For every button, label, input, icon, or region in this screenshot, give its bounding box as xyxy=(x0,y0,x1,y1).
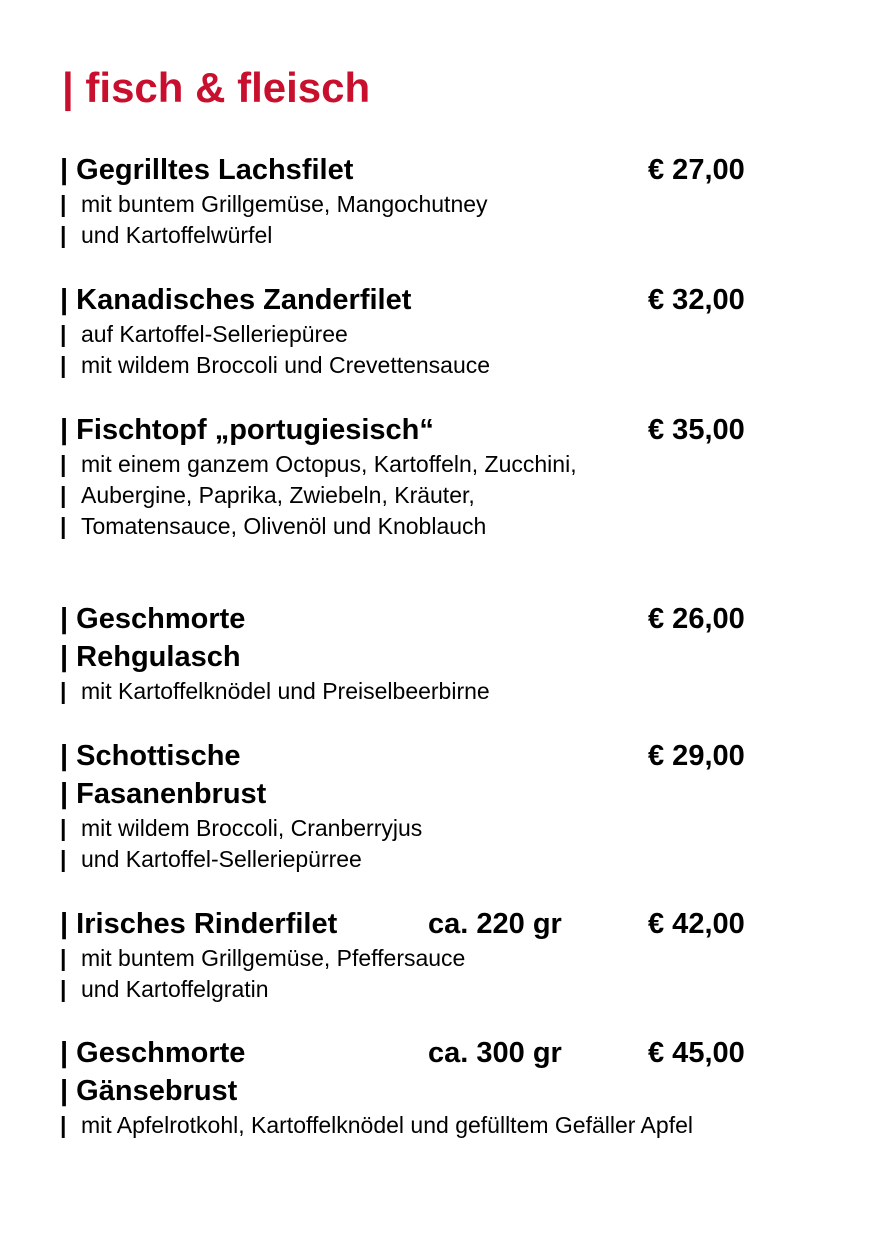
item-price: € 26,00 xyxy=(648,603,745,635)
item-price: € 32,00 xyxy=(648,284,745,316)
item-description-line xyxy=(60,350,840,381)
item-description-line xyxy=(60,189,840,220)
item-price: € 35,00 xyxy=(648,414,745,446)
item-name: | Irisches Rinderfilet xyxy=(60,908,338,940)
item-description-line xyxy=(60,220,840,251)
item-description: mit wildem Broccoli und Crevettensauce xyxy=(81,352,491,378)
menu-item xyxy=(60,151,840,251)
item-heading-line xyxy=(60,737,840,775)
item-description-line xyxy=(60,974,840,1005)
menu-item xyxy=(60,1034,840,1141)
bar-marker: | xyxy=(60,1112,67,1138)
item-description: und Kartoffelgratin xyxy=(81,976,269,1002)
item-name: | Fischtopf „portugiesisch“ xyxy=(60,414,434,446)
item-description-line xyxy=(60,449,840,480)
item-heading-line xyxy=(60,1072,840,1110)
bar-marker: | xyxy=(60,222,67,248)
bar-marker: | xyxy=(60,846,67,872)
item-description-line xyxy=(60,480,840,511)
item-name: | Gegrilltes Lachsfilet xyxy=(60,154,354,186)
item-description: mit einem ganzem Octopus, Kartoffeln, Zucchini, xyxy=(81,451,577,477)
item-description-line xyxy=(60,319,840,350)
item-name: | Geschmorte xyxy=(60,1037,246,1069)
bar-marker: | xyxy=(60,976,67,1002)
bar-marker: | xyxy=(60,451,67,477)
bar-marker: | xyxy=(60,191,67,217)
menu-item xyxy=(60,600,840,707)
item-heading-line xyxy=(60,1034,840,1072)
item-description: Aubergine, Paprika, Zwiebeln, Kräuter, xyxy=(81,482,475,508)
item-heading-line xyxy=(60,411,840,449)
item-name: | Geschmorte xyxy=(60,603,246,635)
bar-marker: | xyxy=(60,482,67,508)
bar-marker: | xyxy=(60,945,67,971)
item-weight: ca. 220 gr xyxy=(428,908,562,940)
bar-marker: | xyxy=(60,513,67,539)
bar-marker: | xyxy=(60,678,67,704)
bar-marker: | xyxy=(60,815,67,841)
item-description: mit buntem Grillgemüse, Mangochutney xyxy=(81,191,488,217)
item-heading-line xyxy=(60,905,840,943)
item-name: | Gänsebrust xyxy=(60,1075,238,1107)
item-price: € 42,00 xyxy=(648,908,745,940)
page-title: | fisch & fleisch xyxy=(62,64,371,111)
menu-item xyxy=(60,411,840,542)
item-name: | Rehgulasch xyxy=(60,641,241,673)
item-heading-line xyxy=(60,600,840,638)
item-price: € 45,00 xyxy=(648,1037,745,1069)
item-name: | Kanadisches Zanderfilet xyxy=(60,284,412,316)
item-description-line xyxy=(60,1110,840,1141)
item-description-line xyxy=(60,943,840,974)
item-description-line xyxy=(60,511,840,542)
item-weight: ca. 300 gr xyxy=(428,1037,562,1069)
item-price: € 29,00 xyxy=(648,740,745,772)
bar-marker: | xyxy=(60,352,67,378)
item-heading-line xyxy=(60,151,840,189)
item-name: | Schottische xyxy=(60,740,241,772)
item-price: € 27,00 xyxy=(648,154,745,186)
item-description: Tomatensauce, Olivenöl und Knoblauch xyxy=(81,513,487,539)
item-description-line xyxy=(60,676,840,707)
item-description: mit wildem Broccoli, Cranberryjus xyxy=(81,815,423,841)
menu-item xyxy=(60,905,840,1005)
item-description: und Kartoffelwürfel xyxy=(81,222,273,248)
item-description: auf Kartoffel-Selleriepüree xyxy=(81,321,348,347)
bar-marker: | xyxy=(60,321,67,347)
menu-item xyxy=(60,281,840,381)
item-heading-line xyxy=(60,775,840,813)
item-description-line xyxy=(60,844,840,875)
menu-item xyxy=(60,737,840,875)
item-heading-line xyxy=(60,281,840,319)
item-description: und Kartoffel-Selleriepürree xyxy=(81,846,362,872)
item-description: mit Kartoffelknödel und Preiselbeerbirne xyxy=(81,678,490,704)
item-description: mit Apfelrotkohl, Kartoffelknödel und gefülltem Gefäller Apfel xyxy=(81,1112,693,1138)
item-description: mit buntem Grillgemüse, Pfeffersauce xyxy=(81,945,466,971)
item-heading-line xyxy=(60,638,840,676)
item-name: | Fasanenbrust xyxy=(60,778,267,810)
item-description-line xyxy=(60,813,840,844)
